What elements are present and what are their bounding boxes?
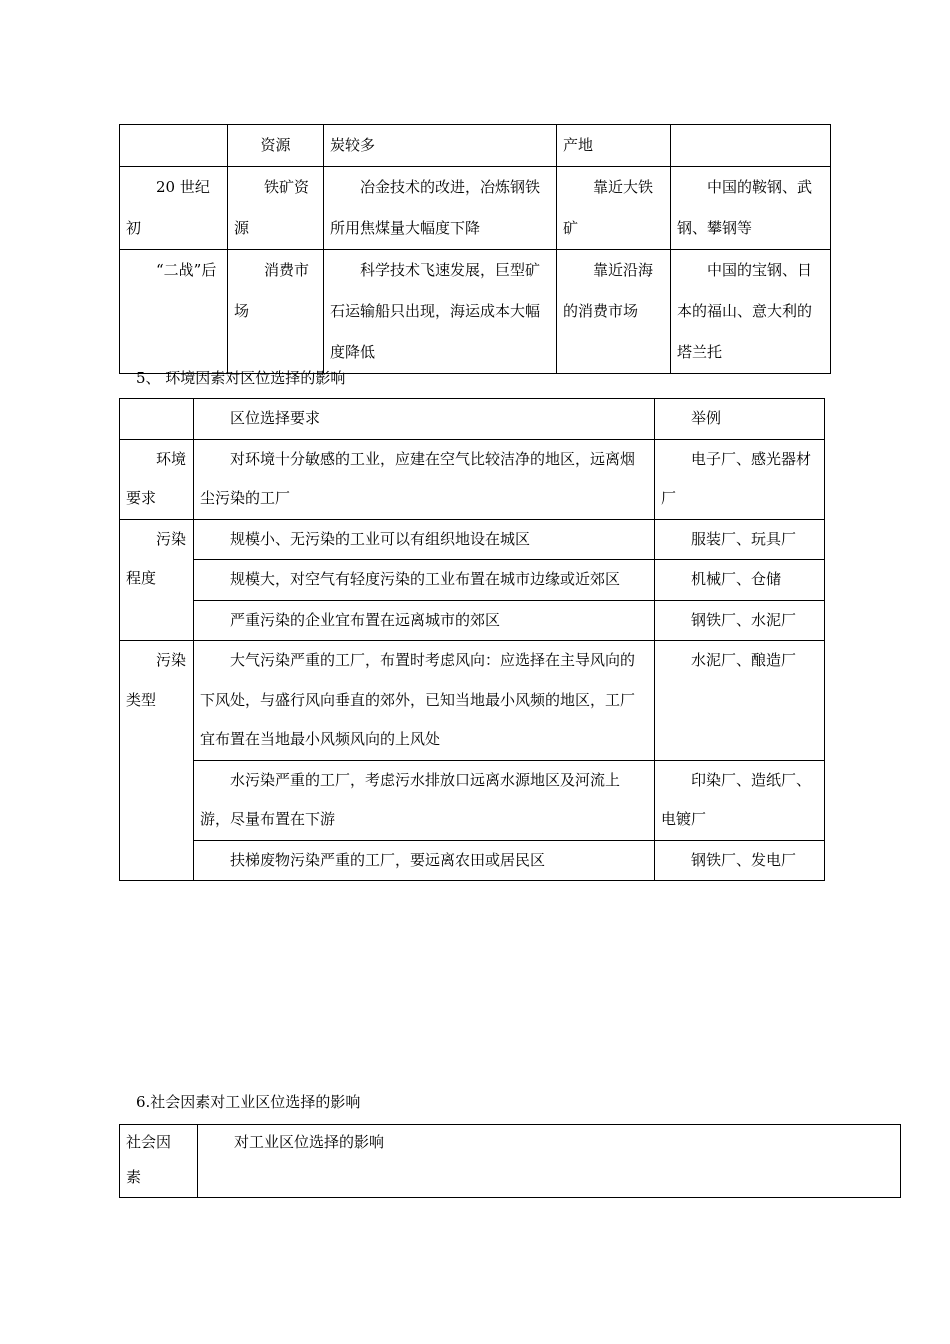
factor-cell: 铁矿资源 <box>228 167 324 250</box>
cell <box>671 125 831 167</box>
table-row <box>120 439 825 519</box>
factor-cell: 消费市场 <box>228 250 324 374</box>
table-row <box>120 250 831 374</box>
social-factor-table <box>119 1124 901 1198</box>
requirement-cell: 对环境十分敏感的工业，应建在空气比较洁净的地区，远离烟尘污染的工厂 <box>194 439 655 519</box>
table-row <box>120 125 831 167</box>
example-cell: 钢铁厂、水泥厂 <box>655 600 825 641</box>
location-cell: 靠近大铁矿 <box>557 167 671 250</box>
table-row <box>120 519 825 560</box>
table-row <box>120 560 825 601</box>
example-cell: 机械厂、仓储 <box>655 560 825 601</box>
requirement-cell: 水污染严重的工厂，考虑污水排放口远离水源地区及河流上游，尽量布置在下游 <box>194 760 655 840</box>
impact-header: 对工业区位选择的影响 <box>198 1125 901 1198</box>
requirement-cell: 扶梯废物污染严重的工厂，要远离农田或居民区 <box>194 840 655 881</box>
header-cell: 举例 <box>655 399 825 440</box>
social-factor-label: 社会因素 <box>120 1125 198 1198</box>
group-label: 污染程度 <box>120 519 194 641</box>
example-cell: 水泥厂、酿造厂 <box>655 641 825 761</box>
period-cell: 20 世纪初 <box>120 167 228 250</box>
period-cell: “二战”后 <box>120 250 228 374</box>
reason-cell: 科学技术飞速发展，巨型矿石运输船只出现，海运成本大幅度降低 <box>324 250 557 374</box>
reason-cell: 冶金技术的改进，冶炼钢铁所用焦煤量大幅度下降 <box>324 167 557 250</box>
steel-location-table <box>119 124 831 374</box>
requirement-cell: 规模小、无污染的工业可以有组织地设在城区 <box>194 519 655 560</box>
example-cell: 印染厂、造纸厂、电镀厂 <box>655 760 825 840</box>
group-label: 环境要求 <box>120 439 194 519</box>
cell <box>120 125 228 167</box>
requirement-cell: 严重污染的企业宜布置在远离城市的郊区 <box>194 600 655 641</box>
header-cell: 区位选择要求 <box>194 399 655 440</box>
table-row <box>120 600 825 641</box>
location-cell: 靠近沿海的消费市场 <box>557 250 671 374</box>
requirement-cell: 规模大，对空气有轻度污染的工业布置在城市边缘或近郊区 <box>194 560 655 601</box>
example-cell: 中国的宝钢、日本的福山、意大利的塔兰托 <box>671 250 831 374</box>
cell: 炭较多 <box>324 125 557 167</box>
example-cell: 中国的鞍钢、武钢、攀钢等 <box>671 167 831 250</box>
header-cell <box>120 399 194 440</box>
environment-factor-table <box>119 398 825 881</box>
table-row <box>120 641 825 761</box>
table-row <box>120 760 825 840</box>
section5-caption: 5、 环境因素对区位选择的影响 <box>136 369 346 387</box>
table-row <box>120 1125 901 1198</box>
example-cell: 服装厂、玩具厂 <box>655 519 825 560</box>
group-label: 污染类型 <box>120 641 194 881</box>
example-cell: 钢铁厂、发电厂 <box>655 840 825 881</box>
cell: 资源 <box>228 125 324 167</box>
table-row <box>120 167 831 250</box>
cell: 产地 <box>557 125 671 167</box>
requirement-cell: 大气污染严重的工厂，布置时考虑风向：应选择在主导风向的下风处，与盛行风向垂直的郊外，已知当地最小风频的地区，工厂宜布置在当地最小风频风向的上风处 <box>194 641 655 761</box>
table-header-row <box>120 399 825 440</box>
section6-caption: 6.社会因素对工业区位选择的影响 <box>136 1093 361 1111</box>
table-row <box>120 840 825 881</box>
example-cell: 电子厂、感光器材厂 <box>655 439 825 519</box>
